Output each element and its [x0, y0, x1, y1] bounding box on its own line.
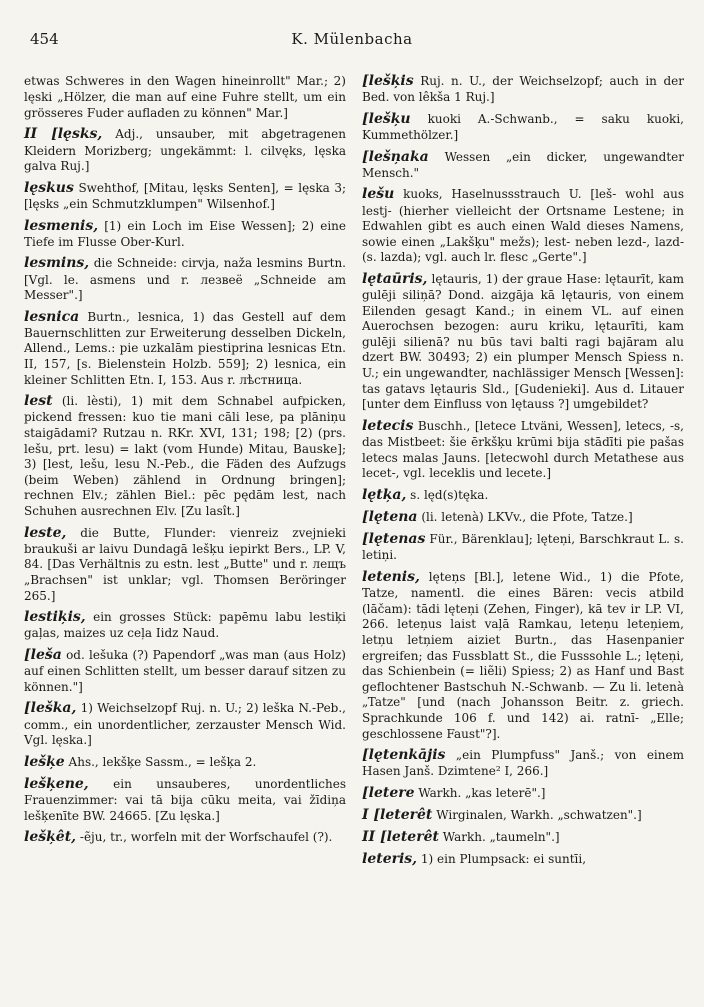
entry-text: lętauris, 1) der graue Hase: lętaurīt, kam gulēji siliņā? Dond. aizgāja kā lętauris, von einem Eilenden gesagt Kand.; in einem VL. auf einen Auerochsen bezogen: auru kriku, lętaurīti, kam gulēji silienā? nu būs tavi balti ragi bajāram alu dzert BW. 30493; 2) ein plumper Mensch Spiess n. U.; ein ungewandter, nachlässiger Mensch [Wessen]: tas gatavs lętauris Sld., [Gudenieki]. Aus d. Litauer [unter dem Einfluss von lętauss ?] umgebildet? [362, 271, 684, 412]
entry-text: Warkh. „taumeln".] [442, 830, 560, 845]
entry-lemma: [lešķu [362, 110, 411, 127]
entry-text: lęteņs [Bl.], letene Wid., 1) die Pfote, Tatze, namentl. die eines Bären: vecis atbild (lāčam): tādi lęteņi (Zehen, Finger), kā tev ir LP. VI, 266. leteņus laist vaļā Ramkau, leteņu leteņiem, letņu letņiem aiziet Burtn., das Hasenpanier ergreifen; das Fussblatt St., die Fusssohle L.; lęteņi, das Schienbein (= liẽli) Spiess; 2) as Hanf und Bast geflochtener Bastschuh N.-Schwanb. — Zu li. letenà „Tatze" [und (nach Johansson Beitr. z. griech. Sprachkunde 106 f. und 142) ai. ratnī- „Elle; geschlossene Faust"?]. [362, 569, 684, 741]
entry-text: Für., Bärenklau]; lęteņi, Barschkraut L. s. letiņi. [362, 532, 684, 563]
page-number: 454 [30, 30, 59, 48]
entry-lemma: lešu [362, 186, 395, 203]
dictionary-entry [362, 508, 684, 526]
dictionary-entry [24, 608, 346, 642]
entry-lemma: letenis, [362, 568, 420, 585]
entry-text: Adj., unsauber, mit abgetragenen Kleidern Morizberg; ungekämmt: l. cilvęks, lęska galva Ruj.] [24, 127, 346, 174]
entry-lemma: II [leterêt [362, 829, 439, 846]
dictionary-entry [362, 270, 684, 413]
entry-lemma: [letere [362, 784, 415, 801]
entry-lemma: II [lęsks, [24, 126, 103, 143]
entry-lemma: leste, [24, 524, 67, 541]
running-title: K. Mülenbacha [291, 30, 413, 48]
dictionary-entry [362, 185, 684, 266]
dictionary-entry [362, 850, 684, 868]
entry-text: s. lęd(s)tęka. [410, 487, 489, 502]
dictionary-entry [362, 72, 684, 106]
entry-lemma: letecis [362, 417, 414, 434]
dictionary-entry [362, 486, 684, 504]
entry-text: Buschh., [letece Ltväni, Wessen], letecs, -s, das Mistbeet: šie ērkšķu krūmi bija stādīti pie pašas letecs malas Jauns. [letecwohl durch Metathese aus lecet-, vgl. leceklis und lecete.] [362, 418, 684, 481]
right-column [362, 72, 684, 873]
entry-text: Swehthof, [Mitau, lęsks Senten], = lęska 3; [lęsks „ein Schmutzklumpen" Wilsenhof.] [24, 180, 346, 211]
entry-lemma: lęskus [24, 179, 74, 196]
entry-lemma: lešķe [24, 753, 65, 770]
entry-lemma: lesmins, [24, 255, 90, 272]
dictionary-entry [362, 806, 684, 824]
dictionary-entry [24, 775, 346, 824]
entry-lemma: lešķêt, [24, 829, 77, 846]
entry-text: (li. lèsti), 1) mit dem Schnabel aufpicken, pickend fressen: kuo tie mani cāli lese, pa plāniņu staigādami? Rutzau n. RKr. XVI, 131; 198; [2) (prs. lešu, prt. lesu) = lakt (vom Hunde) Mitau, Bauske]; 3) [lest, lešu, lesu N.-Peb., die Fäden des Aufzugs (beim Weben) zählend in Ordnung bringen]; rechnen Elv.; zählen Biel.: pēc pędām lest, nach Schuhen ausrechnen Elv. [Zu lasît.] [24, 394, 346, 518]
dictionary-entry [24, 646, 346, 695]
dictionary-entry [24, 254, 346, 303]
entry-text: ein grosses Stück: papēmu labu lestiķi gaļas, maizes uz ceļa Iidz Naud. [24, 610, 346, 641]
dictionary-entry [24, 217, 346, 251]
entry-lemma: [lešķis [362, 73, 414, 89]
entry-text: Ruj. n. U., der Weichselzopf; auch in der Bed. von lêkša 1 Ruj.] [362, 74, 684, 105]
entry-text: Ahs., lekšķe Sassm., = lešķa 2. [68, 754, 257, 769]
dictionary-entry [362, 828, 684, 846]
entry-lemma: [leška, [24, 700, 77, 717]
entry-lemma: lętķa, [362, 486, 407, 503]
dictionary-entry [24, 72, 346, 121]
entry-text: [1) ein Loch im Eise Wessen]; 2) eine Tiefe im Flusse Ober-Kurl. [24, 218, 346, 249]
entry-lemma: leteris, [362, 851, 418, 868]
dictionary-entry [362, 417, 684, 482]
entry-lemma: lestiķis, [24, 609, 86, 626]
dictionary-entry [362, 110, 684, 144]
dictionary-entry [24, 828, 346, 846]
entry-lemma: [lętena [362, 509, 418, 525]
entry-text: 1) Weichselzopf Ruj. n. U.; 2) leška N.-Peb., comm., ein unordentlicher, zerzauster Mensch Wid. Vgl. lęska.] [24, 701, 346, 748]
entry-lemma: lesmenis, [24, 217, 99, 234]
dictionary-entry [24, 179, 346, 213]
dictionary-entry [24, 125, 346, 174]
dictionary-entry [24, 392, 346, 519]
dictionary-entry [362, 530, 684, 564]
entry-text: (li. letenà) LKVv., die Pfote, Tatze.] [421, 510, 633, 524]
dictionary-entry [362, 568, 684, 742]
entry-text: die Butte, Flunder: vienreiz zvejnieki braukuši ar laivu Dundagā lešķu iepirkt Bers., LP. V, 84. [Das Verhältnis zu estn. lest „Butte" und r. лещъ „Brachsen" ist unklar; vgl. Thomsen Beröringer 265.] [24, 525, 346, 603]
entry-text: kuoki A.-Schwanb., = saku kuoki, Kummethölzer.] [362, 111, 684, 142]
entry-lemma: I [leterêt [362, 807, 433, 824]
dictionary-entry [24, 308, 346, 389]
page-header [30, 30, 674, 52]
entry-text: etwas Schweres in den Wagen hineinrollt" Mar.; 2) lęski „Hölzer, die man auf eine Fuhre stellt, um ein grösseres Fuder aufladen zu können" Mar.] [24, 74, 346, 120]
entry-text: Warkh. „kas leterē".] [418, 785, 546, 800]
entry-lemma: lest [24, 393, 53, 410]
entry-lemma: lętaūris, [362, 270, 428, 287]
dictionary-entry [24, 699, 346, 748]
dictionary-entry [362, 784, 684, 802]
entry-text: kuoks, Haselnussstrauch U. [leš- wohl aus lestj- (hierher vielleicht der Ortsname Lestene; in Edwahlen gibt es auch einen Wald dieses Namens, sowie einen „Lakšķu" mežs); lest- neben lezd-, lazd- (s. lazda); vgl. auch lr. flesc „Gerte".] [362, 187, 684, 265]
entry-text: Wessen „ein dicker, ungewandter Mensch." [362, 149, 684, 180]
entry-lemma: lesnica [24, 308, 80, 325]
dictionary-entry [362, 746, 684, 780]
dictionary-entry [24, 524, 346, 605]
entry-text: „ein Plumpfuss" Janš.; von einem Hasen Janš. Dzimtene² I, 266.] [362, 748, 684, 779]
dictionary-entry [362, 148, 684, 182]
entry-text: Burtn., lesnica, 1) das Gestell auf dem Bauernschlitten zur Erweiterung desselben Dickeln, Allend., Lems.: pie uzkalām piestiprina lesnicas Etn. II, 157, [s. Bielenstein Holzb. 559]; 2) lesnica, ein kleiner Schlitten Etn. I, 153. Aus r. лѣстница. [24, 309, 346, 387]
entry-text: ein unsauberes, unordentliches Frauenzimmer: vai tā bija cūku meita, vai žīdiņa lešķenīte BW. 24665. [Zu lęska.] [24, 776, 346, 823]
entry-lemma: [lešņaka [362, 148, 429, 165]
dictionary-entry [24, 753, 346, 771]
entry-text: Wirginalen, Warkh. „schwatzen".] [436, 808, 642, 823]
entry-text: die Schneide: cirvja, naža lesmins Burtn. [Vgl. le. asmens und r. лезвеё „Schneide am Messer".] [24, 256, 346, 303]
entry-lemma: [lętenas [362, 531, 426, 548]
entry-lemma: [lętenkājis [362, 747, 446, 764]
left-column [24, 72, 346, 850]
entry-lemma: lešķene, [24, 775, 89, 792]
entry-lemma: [leša [24, 646, 62, 663]
entry-text: 1) ein Plumpsack: ei suntīi, [420, 852, 587, 867]
entry-text: -ẽju, tr., worfeln mit der Worfschaufel (?). [79, 830, 333, 845]
entry-text: od. lešuka (?) Papendorf „was man (aus Holz) auf einen Schlitten stellt, um besser darauf sitzen zu können."] [24, 647, 346, 694]
